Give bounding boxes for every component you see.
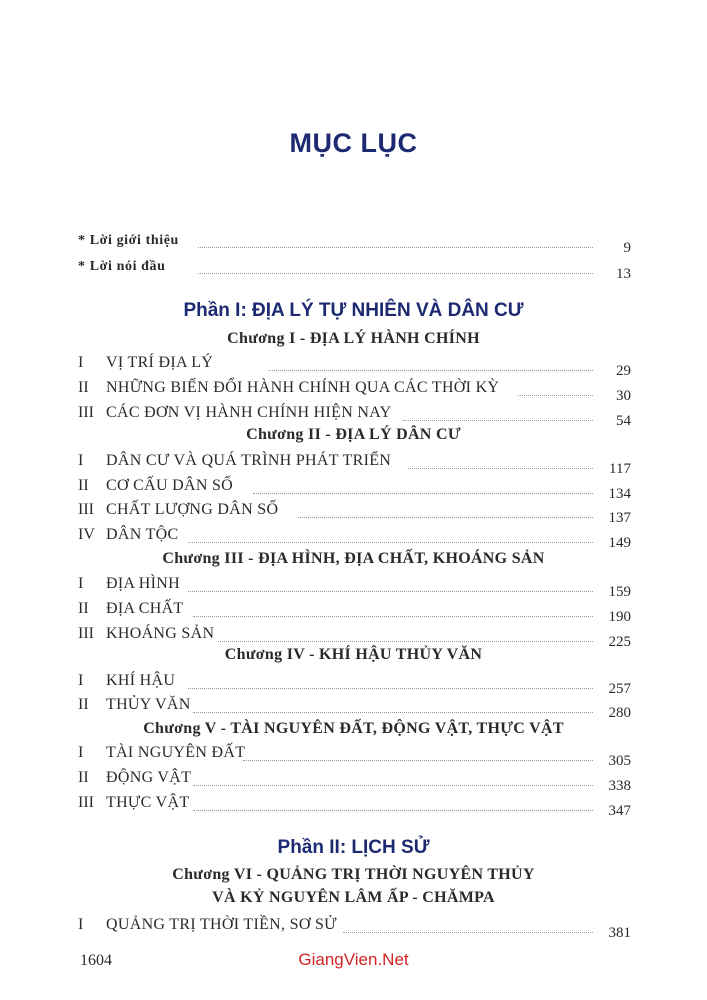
toc-page-number: 137 [608,510,631,526]
toc-entry-number: III [78,625,94,642]
dot-leader [188,591,593,592]
toc-page-number: 280 [608,705,631,721]
toc-page-number: 13 [616,266,631,282]
toc-intro-label: * Lời nói đầu [78,259,166,274]
toc-entry [78,398,631,429]
dot-leader [193,712,593,713]
toc-intro-row [78,251,631,282]
dot-leader [218,641,593,642]
part-heading: Phần II: LỊCH SỬ [277,837,430,858]
toc-entry-label: DÂN TỘC [106,526,179,543]
toc-entry-label: CƠ CẤU DÂN SỐ [106,477,234,494]
chapter-heading: Chương VI - QUẢNG TRỊ THỜI NGUYÊN THỦY [172,866,535,883]
chapter-heading: Chương II - ĐỊA LÝ DÂN CƯ [246,426,461,443]
toc-entry-label: NHỮNG BIẾN ĐỔI HÀNH CHÍNH QUA CÁC THỜI KỲ [106,379,500,396]
toc-page-number: 338 [608,778,631,794]
toc-entry-label: CÁC ĐƠN VỊ HÀNH CHÍNH HIỆN NAY [106,404,392,421]
toc-entry-number: II [78,769,89,786]
toc-entry-number: II [78,600,89,617]
footer-page-number: 1604 [80,952,112,969]
part-heading: Phần I: ĐỊA LÝ TỰ NHIÊN VÀ DÂN CƯ [183,300,524,321]
toc-entry [78,763,631,794]
dot-leader [403,420,593,421]
toc-entry-number: I [78,672,84,689]
toc-entry [78,594,631,625]
toc-entry-label: ĐỊA CHẤT [106,600,184,617]
toc-entry-label: QUẢNG TRỊ THỜI TIỀN, SƠ SỬ [106,916,337,933]
toc-entry [78,690,631,721]
toc-entry-number: IV [78,526,95,543]
toc-entry-label: ĐỘNG VẬT [106,769,192,786]
toc-entry-label: TÀI NGUYÊN ĐẤT [106,744,246,761]
dot-leader [343,932,593,933]
toc-entry-label: DÂN CƯ VÀ QUÁ TRÌNH PHÁT TRIỂN [106,452,392,469]
toc-entry-number: I [78,452,84,469]
toc-page-number: 159 [608,584,631,600]
toc-page-number: 347 [608,803,631,819]
toc-entry-number: I [78,916,84,933]
toc-entry [78,471,631,502]
dot-leader [518,395,593,396]
toc-entry [78,788,631,819]
dot-leader [243,760,593,761]
toc-page-number: 29 [616,363,631,379]
page-title: MỤC LỤC [289,128,418,158]
toc-entry [78,569,631,600]
toc-entry-number: I [78,744,84,761]
chapter-heading: Chương I - ĐỊA LÝ HÀNH CHÍNH [227,330,480,347]
toc-entry-label: KHÍ HẬU [106,672,176,689]
dot-leader [298,517,593,518]
watermark: GiangVien.Net [298,950,409,969]
dot-leader [193,785,593,786]
toc-entry-label: ĐỊA HÌNH [106,575,180,592]
toc-page-number: 134 [608,486,631,502]
toc-entry-number: II [78,379,89,396]
chapter-heading: Chương V - TÀI NGUYÊN ĐẤT, ĐỘNG VẬT, THỰC VẬT [143,720,564,737]
toc-entry [78,666,631,697]
toc-entry-number: I [78,575,84,592]
dot-leader [188,688,593,689]
dot-leader [188,542,593,543]
toc-entry-label: THỦY VĂN [106,696,191,713]
toc-page-number: 190 [608,609,631,625]
toc-page-number: 381 [608,925,631,941]
toc-entry-label: CHẤT LƯỢNG DÂN SỐ [106,501,279,518]
toc-entry [78,910,631,941]
toc-intro-row [78,225,631,256]
chapter-heading: Chương IV - KHÍ HẬU THỦY VĂN [224,646,483,663]
dot-leader [253,493,593,494]
toc-page-number: 149 [608,535,631,551]
toc-entry-number: II [78,696,89,713]
chapter-heading: Chương III - ĐỊA HÌNH, ĐỊA CHẤT, KHOÁNG SẢN [162,550,545,567]
toc-entry [78,619,631,650]
toc-page-number: 117 [609,461,631,477]
toc-entry-label: KHOÁNG SẢN [106,625,215,642]
toc-entry [78,446,631,477]
toc-entry-label: VỊ TRÍ ĐỊA LÝ [106,354,214,371]
toc-page-number: 54 [616,413,631,429]
chapter-heading-line2: VÀ KỶ NGUYÊN LÂM ẤP - CHĂMPA [212,889,495,906]
toc-entry [78,520,631,551]
dot-leader [198,273,593,274]
toc-entry [78,348,631,379]
toc-page-number: 9 [623,240,631,256]
toc-page-number: 225 [608,634,631,650]
toc-entry-number: II [78,477,89,494]
toc-entry [78,495,631,526]
toc-entry-number: III [78,501,94,518]
toc-entry-number: III [78,794,94,811]
toc-page-number: 305 [608,753,631,769]
toc-page-number: 30 [616,388,631,404]
dot-leader [198,247,593,248]
dot-leader [268,370,593,371]
toc-entry-number: III [78,404,94,421]
dot-leader [193,616,593,617]
dot-leader [408,468,593,469]
toc-entry-number: I [78,354,84,371]
toc-entry [78,373,631,404]
dot-leader [193,810,593,811]
toc-entry-label: THỰC VẬT [106,794,190,811]
toc-page-number: 257 [608,681,631,697]
toc-entry [78,738,631,769]
toc-intro-label: * Lời giới thiệu [78,233,179,248]
